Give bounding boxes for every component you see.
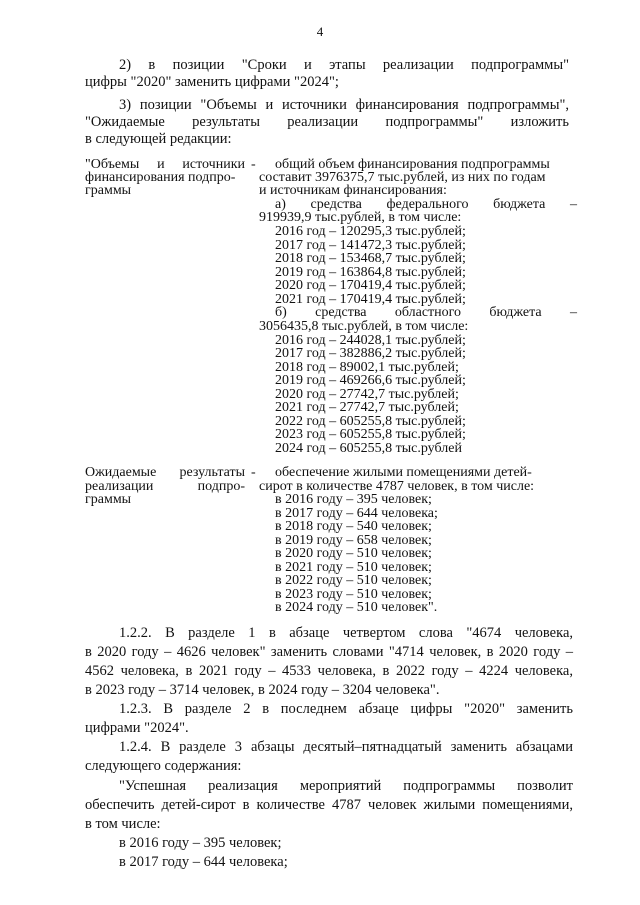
text-line: в следующей редакции: xyxy=(85,131,232,147)
row-dash: - xyxy=(251,157,256,172)
results-year-item: в 2017 году – 644 человека; xyxy=(275,506,438,521)
federal-year-item: 2017 год – 141472,3 тыс.рублей; xyxy=(275,238,466,253)
results-year-item: в 2018 году – 540 человек; xyxy=(275,519,432,534)
page-number: 4 xyxy=(316,24,324,39)
text-line: 2) в позиции "Сроки и этапы реализации подпрограммы" xyxy=(119,57,569,73)
regional-year-item: 2018 год – 89002,1 тыс.рублей; xyxy=(275,360,459,375)
text-line: "Ожидаемые результаты реализации подпрограммы" изложить xyxy=(85,114,569,130)
results-year-item: в 2023 году – 510 человек; xyxy=(275,587,432,602)
text-line: 1.2.4. В разделе 3 абзацы десятый–пятнадцатый заменить абзацами xyxy=(119,739,573,755)
text-line: цифрами "2024". xyxy=(85,720,189,736)
text-line: цифры "2020" заменить цифрами "2024"; xyxy=(85,74,339,90)
results-year-item: в 2022 году – 510 человек; xyxy=(275,573,432,588)
results-text-line: сирот в количестве 4787 человек, в том числе: xyxy=(259,479,535,494)
text-line: в 2016 году – 395 человек; xyxy=(119,835,282,851)
results-label-line: реализации подпро- xyxy=(85,479,245,494)
results-year-item: в 2020 году – 510 человек; xyxy=(275,546,432,561)
regional-year-item: 2021 год – 27742,7 тыс.рублей; xyxy=(275,400,459,415)
text-line: 3) позиции "Объемы и источники финансирования подпрограммы", xyxy=(119,97,569,113)
financing-text-line: общий объем финансирования подпрограммы xyxy=(275,157,550,172)
results-year-item: в 2016 году – 395 человек; xyxy=(275,492,432,507)
results-label-line: граммы xyxy=(85,492,132,507)
financing-label-line: финансирования подпро- xyxy=(85,170,236,185)
text-line: в 2017 году – 644 человека; xyxy=(119,854,288,870)
federal-year-item: 2016 год – 120295,3 тыс.рублей; xyxy=(275,224,466,239)
results-text-line: обеспечение жилыми помещениями детей- xyxy=(275,465,532,480)
text-line: следующего содержания: xyxy=(85,758,242,774)
regional-year-item: 2023 год – 605255,8 тыс.рублей; xyxy=(275,427,466,442)
regional-year-item: 2017 год – 382886,2 тыс.рублей; xyxy=(275,346,466,361)
text-line: 1.2.2. В разделе 1 в абзаце четвертом слова "4674 человека, xyxy=(119,625,573,641)
text-line: "Успешная реализация мероприятий подпрограммы позволит xyxy=(119,778,573,794)
federal-year-item: 2020 год – 170419,4 тыс.рублей; xyxy=(275,278,466,293)
regional-year-item: 2020 год – 27742,7 тыс.рублей; xyxy=(275,387,459,402)
text-line: в том числе: xyxy=(85,816,161,832)
row-dash: - xyxy=(251,465,256,480)
federal-year-item: 2018 год – 153468,7 тыс.рублей; xyxy=(275,251,466,266)
regional-year-item: 2019 год – 469266,6 тыс.рублей; xyxy=(275,373,466,388)
text-line: в 2023 году – 3714 человек, в 2024 году – 3204 человека". xyxy=(85,682,440,698)
regional-budget-line: 3056435,8 тыс.рублей, в том числе: xyxy=(259,319,469,334)
results-year-item: в 2021 году – 510 человек; xyxy=(275,560,432,575)
text-line: в 2020 году – 4626 человек" заменить словами "4714 человек, в 2020 году – xyxy=(85,644,573,660)
text-line: 4562 человека, в 2021 году – 4533 человека, в 2022 году – 4224 человека, xyxy=(85,663,573,679)
regional-budget-line: б) средства областного бюджета – xyxy=(275,305,577,320)
federal-budget-line: а) средства федерального бюджета – xyxy=(275,197,577,212)
federal-year-item: 2019 год – 163864,8 тыс.рублей; xyxy=(275,265,466,280)
financing-label-line: "Объемы и источники xyxy=(85,157,245,172)
results-year-item: в 2019 году – 658 человек; xyxy=(275,533,432,548)
regional-year-item: 2016 год – 244028,1 тыс.рублей; xyxy=(275,333,466,348)
text-line: 1.2.3. В разделе 2 в последнем абзаце цифры "2020" заменить xyxy=(119,701,573,717)
financing-label-line: граммы xyxy=(85,183,132,198)
regional-year-item: 2022 год – 605255,8 тыс.рублей; xyxy=(275,414,466,429)
results-year-item: в 2024 году – 510 человек". xyxy=(275,600,438,615)
results-label-line: Ожидаемые результаты xyxy=(85,465,245,480)
federal-budget-line: 919939,9 тыс.рублей, в том числе: xyxy=(259,210,462,225)
federal-year-item: 2021 год – 170419,4 тыс.рублей; xyxy=(275,292,466,307)
financing-text-line: и источникам финансирования: xyxy=(259,183,447,198)
regional-year-item: 2024 год – 605255,8 тыс.рублей xyxy=(275,441,462,456)
financing-text-line: составит 3976375,7 тыс.рублей, из них по годам xyxy=(259,170,546,185)
text-line: обеспечить детей-сирот в количестве 4787 человек жилыми помещениями, xyxy=(85,797,573,813)
